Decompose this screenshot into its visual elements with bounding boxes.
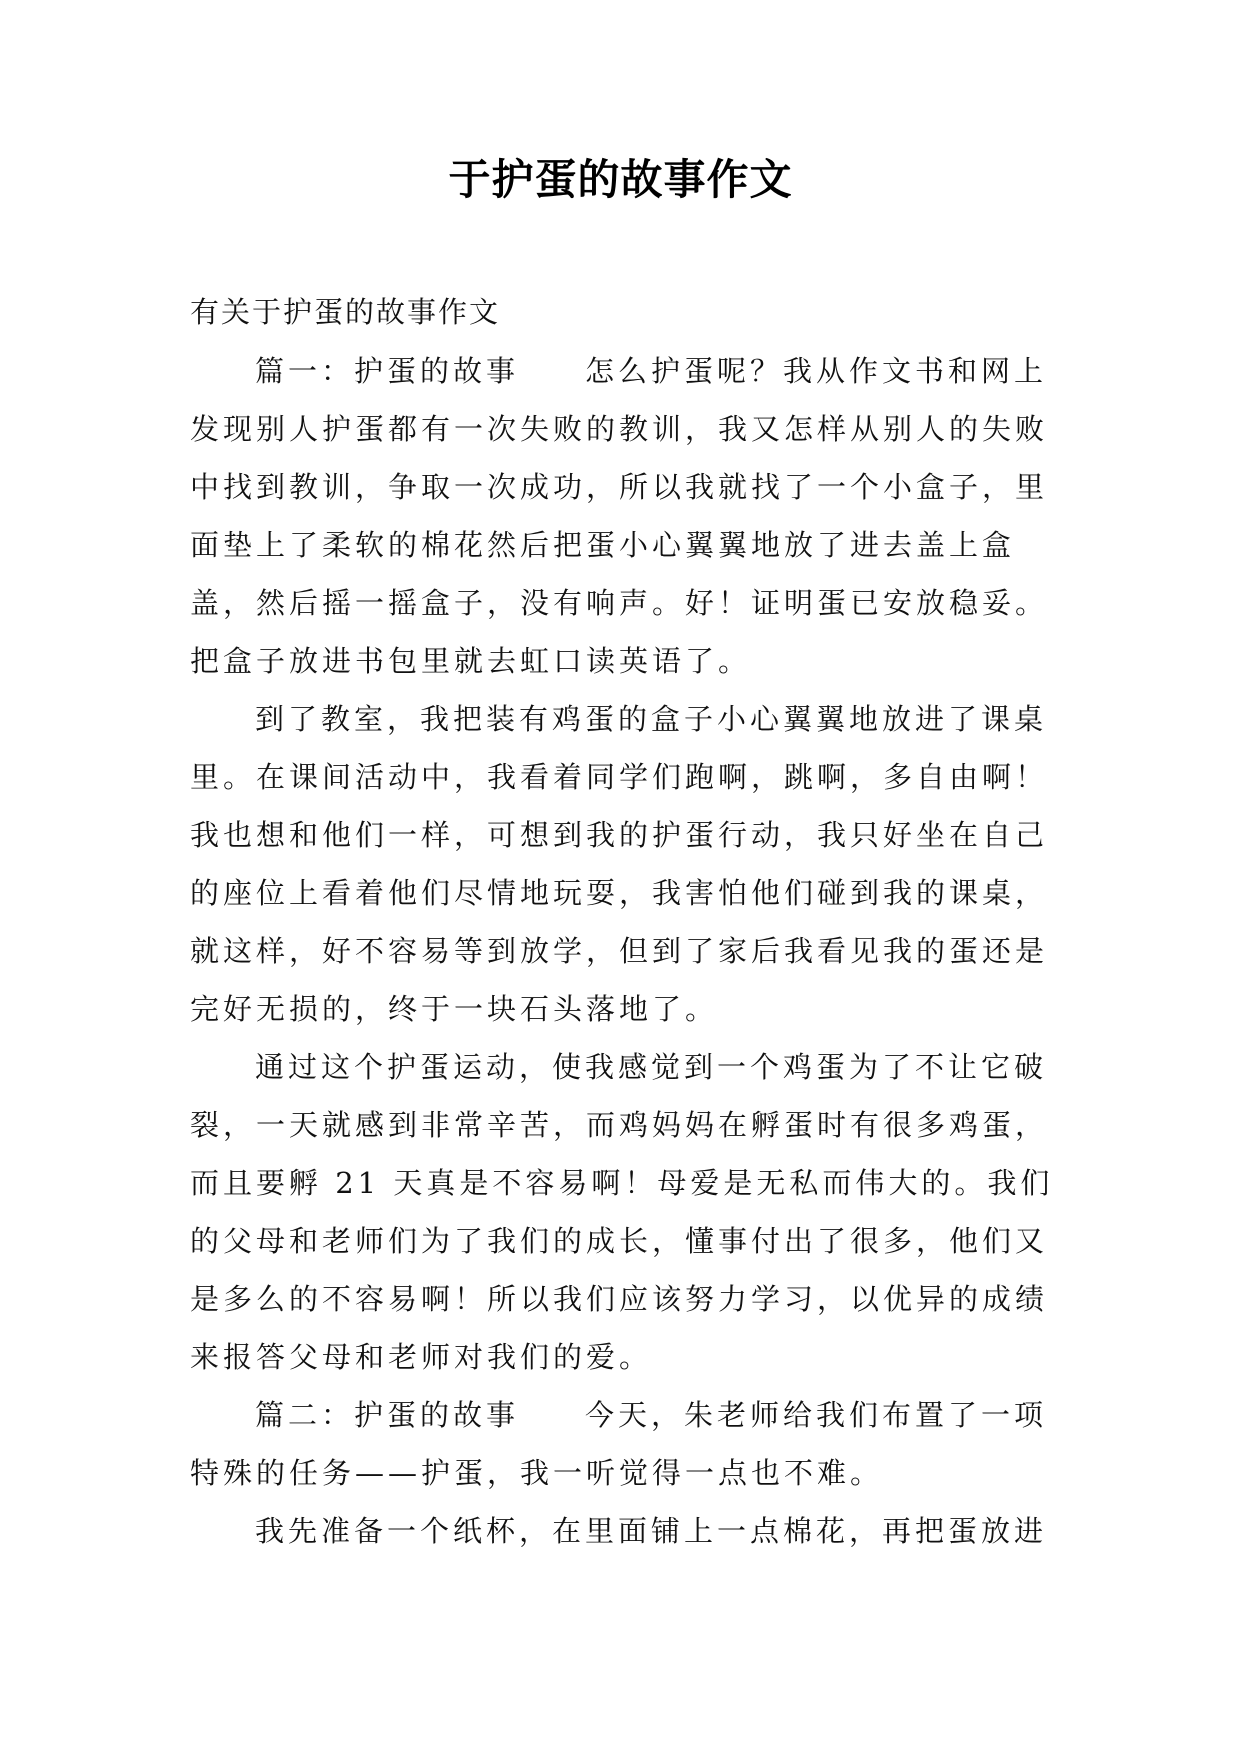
document-title: 于护蛋的故事作文	[448, 155, 793, 204]
text-line: 完好无损的，终于一块石头落地了。	[190, 992, 719, 1026]
text-line: 的父母和老师们为了我们的成长，懂事付出了很多，他们又	[190, 1224, 1049, 1258]
text-line: 特殊的任务——护蛋，我一听觉得一点也不难。	[190, 1456, 884, 1490]
text-line: 我先准备一个纸杯，在里面铺上一点棉花，再把蛋放进	[255, 1514, 1048, 1548]
text-line: 篇二：护蛋的故事 今天，朱老师给我们布置了一项	[255, 1398, 1048, 1432]
text-line: 篇一：护蛋的故事 怎么护蛋呢？我从作文书和网上	[255, 354, 1048, 388]
text-line: 盖，然后摇一摇盒子，没有响声。好！证明蛋已安放稳妥。	[190, 586, 1049, 620]
text-line: 中找到教训，争取一次成功，所以我就找了一个小盒子，里	[190, 470, 1049, 504]
text-line: 裂，一天就感到非常辛苦，而鸡妈妈在孵蛋时有很多鸡蛋，	[190, 1108, 1049, 1142]
text-line: 我也想和他们一样，可想到我的护蛋行动，我只好坐在自己	[190, 818, 1049, 852]
text-line: 而且要孵 21 天真是不容易啊！母爱是无私而伟大的。我们	[190, 1166, 1054, 1200]
text-line: 把盒子放进书包里就去虹口读英语了。	[190, 644, 752, 678]
text-line: 通过这个护蛋运动，使我感觉到一个鸡蛋为了不让它破	[255, 1050, 1048, 1084]
document-subtitle: 有关于护蛋的故事作文	[190, 295, 501, 329]
text-line: 里。在课间活动中，我看着同学们跑啊，跳啊，多自由啊！	[190, 760, 1049, 794]
text-line: 来报答父母和老师对我们的爱。	[190, 1340, 653, 1374]
text-line: 是多么的不容易啊！所以我们应该努力学习，以优异的成绩	[190, 1282, 1049, 1316]
text-line: 发现别人护蛋都有一次失败的教训，我又怎样从别人的失败	[190, 412, 1049, 446]
text-line: 的座位上看着他们尽情地玩耍，我害怕他们碰到我的课桌，	[190, 876, 1049, 910]
text-line: 到了教室，我把装有鸡蛋的盒子小心翼翼地放进了课桌	[255, 702, 1048, 736]
text-line: 面垫上了柔软的棉花然后把蛋小心翼翼地放了进去盖上盒	[190, 528, 1016, 562]
text-line: 就这样，好不容易等到放学，但到了家后我看见我的蛋还是	[190, 934, 1049, 968]
